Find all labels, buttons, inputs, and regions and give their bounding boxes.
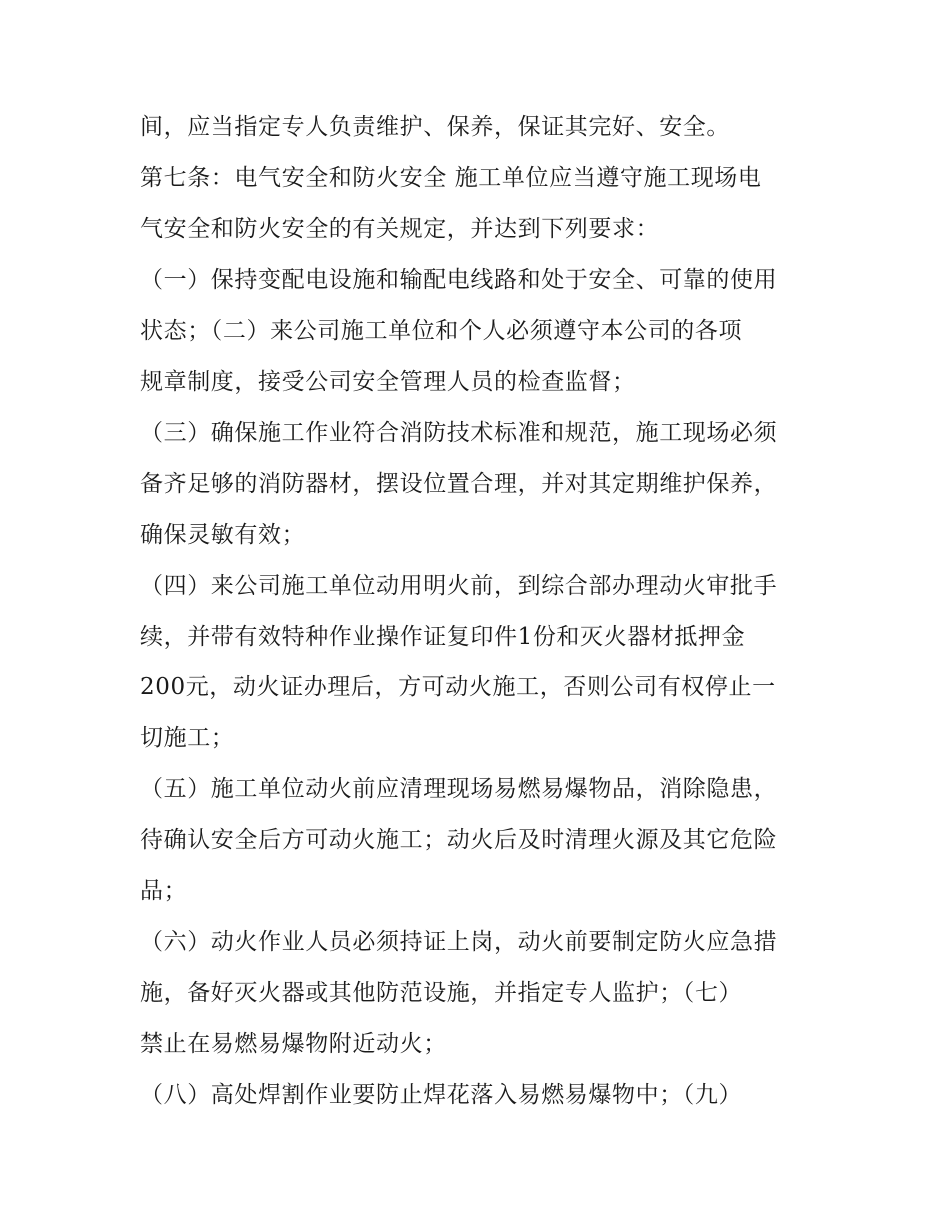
text-line: 200元，动火证办理后，方可动火施工，否则公司有权停止一 — [140, 674, 776, 701]
text-line: （八）高处焊割作业要防止焊花落入易燃易爆物中；（九） — [140, 1082, 743, 1109]
text-line: 待确认安全后方可动火施工；动火后及时清理火源及其它危险 — [140, 827, 778, 854]
text-line: 禁止在易燃易爆物附近动火； — [140, 1031, 447, 1058]
text-line: 备齐足够的消防器材，摆设位置合理，并对其定期维护保养， — [140, 470, 778, 497]
text-line: 第七条：电气安全和防火安全 施工单位应当遵守施工现场电 — [140, 164, 762, 191]
text-line: （五）施工单位动火前应清理现场易燃易爆物品，消除隐患， — [140, 776, 778, 803]
text-line: 切施工； — [140, 725, 235, 752]
text-line: （六）动火作业人员必须持证上岗，动火前要制定防火应急措 — [140, 929, 778, 956]
text-line: 气安全和防火安全的有关规定，并达到下列要求： — [140, 215, 660, 242]
text-line: 规章制度，接受公司安全管理人员的检查监督； — [140, 368, 636, 395]
text-line: 间，应当指定专人负责维护、保养，保证其完好、安全。 — [140, 114, 730, 140]
text-line: （四）来公司施工单位动用明火前，到综合部办理动火审批手 — [140, 572, 778, 599]
text-line: 续，并带有效特种作业操作证复印件1份和灭火器材抵押金 — [140, 623, 746, 650]
text-line: 确保灵敏有效； — [140, 521, 306, 548]
text-line: 状态；（二）来公司施工单位和个人必须遵守本公司的各项 — [140, 317, 743, 344]
text-line: 品； — [140, 878, 188, 905]
text-line: （一）保持变配电设施和输配电线路和处于安全、可靠的使用 — [140, 266, 778, 293]
text-line: （三）确保施工作业符合消防技术标准和规范，施工现场必须 — [140, 419, 778, 446]
text-line: 施，备好灭火器或其他防范设施，并指定专人监护；（七） — [140, 980, 743, 1007]
